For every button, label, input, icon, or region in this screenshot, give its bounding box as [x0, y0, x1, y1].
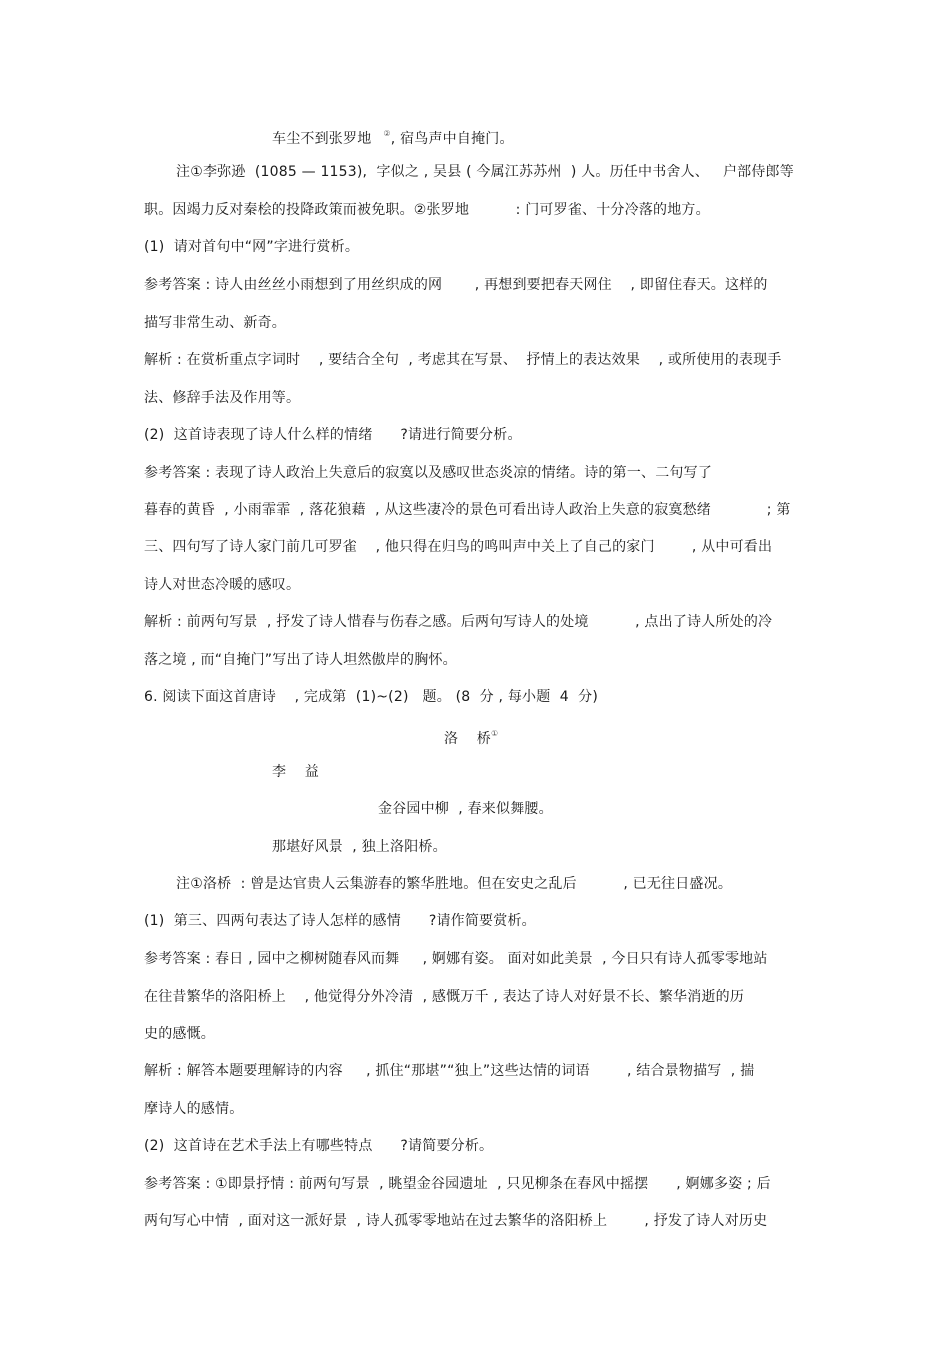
poem-author: 李 益: [272, 764, 320, 780]
question-6-2: (2) 这首诗在艺术手法上有哪些特点 ?请简要分析。: [144, 1138, 494, 1154]
analysis-1-line-1: 解析 : 在赏析重点字词时 , 要结合全句 , 考虑其在写景、 抒情上的表达效果 , 或所使用的表现手: [144, 352, 782, 368]
footnote-marker-1: ①: [491, 729, 499, 738]
answer-2-line-1: 参考答案 : 表现了诗人政治上失意后的寂寞以及感叹世态炎凉的情绪。诗的第一、二句写了: [144, 465, 713, 481]
poem-line-1-text: 车尘不到张罗地: [272, 131, 372, 147]
note-luoqiao: 注①洛桥 : 曾是达官贵人云集游春的繁华胜地。但在安史之乱后 , 已无往日盛况。: [176, 876, 733, 892]
question-1: (1) 请对首句中“网”字进行赏析。: [144, 239, 360, 255]
analysis-2-line-2: 落之境 , 而“自掩门”写出了诗人坦然傲岸的胸怀。: [144, 652, 457, 668]
note-line-1: 注①李弥逊 (1085 — 1153), 字似之 , 吴县 ( 今属江苏苏州 ) 人。历任中书舍人、 户部侍郎等: [176, 164, 794, 180]
poem-line-a: 金谷园中柳 , 春来似舞腰。: [378, 801, 553, 817]
answer-1-line-1: 参考答案 : 诗人由丝丝小雨想到了用丝织成的网 , 再想到要把春天网住 , 即留住春天。这样的: [144, 277, 768, 293]
answer-1-line-2: 描写非常生动、新奇。: [144, 315, 286, 331]
answer-6-2-line-2: 两句写心中情 , 面对这一派好景 , 诗人孤零零地站在过去繁华的洛阳桥上 , 抒发了诗人对历史: [144, 1213, 768, 1229]
footnote-marker-2: ②: [383, 129, 391, 138]
analysis-2-line-1: 解析 : 前两句写景 , 抒发了诗人惜春与伤春之感。后两句写诗人的处境 , 点出了诗人所处的冷: [144, 614, 773, 630]
answer-6-1-line-2: 在往昔繁华的洛阳桥上 , 他觉得分外冷清 , 感慨万千 , 表达了诗人对好景不长、繁华消逝的历: [144, 989, 745, 1005]
answer-6-1-line-1: 参考答案 : 春日 , 园中之柳树随春风而舞 , 婀娜有姿。 面对如此美景 , 今日只有诗人孤零零地站: [144, 951, 768, 967]
answer-2-line-3: 三、四句写了诗人家门前几可罗雀 , 他只得在归鸟的鸣叫声中关上了自己的家门 , 从中可看出: [144, 539, 773, 555]
note-line-2: 职。因竭力反对秦桧的投降政策而被免职。②张罗地 : 门可罗雀、十分冷落的地方。: [144, 202, 710, 218]
analysis-6-1-line-2: 摩诗人的感情。: [144, 1101, 244, 1117]
poem-line-1-tail: , 宿鸟声中自掩门。: [390, 131, 514, 147]
question-2: (2) 这首诗表现了诗人什么样的情绪 ?请进行简要分析。: [144, 427, 522, 443]
question-6-1: (1) 第三、四两句表达了诗人怎样的感情 ?请作简要赏析。: [144, 913, 536, 929]
answer-2-line-2: 暮春的黄昏 , 小雨霏霏 , 落花狼藉 , 从这些凄冷的景色可看出诗人政治上失意的寂寞愁绪 ; 第: [144, 502, 791, 518]
answer-2-line-4: 诗人对世态冷暖的感叹。: [144, 577, 301, 593]
poem-title-text: 洛 桥: [444, 731, 492, 747]
question-6-heading: 6. 阅读下面这首唐诗 , 完成第 (1)~(2) 题。 (8 分 , 每小题 4 分): [144, 689, 598, 705]
answer-6-2-line-1: 参考答案 : ①即景抒情 : 前两句写景 , 眺望金谷园遗址 , 只见柳条在春风中摇摆 , 婀娜多姿 ; 后: [144, 1176, 771, 1192]
poem-line-b: 那堪好风景 , 独上洛阳桥。: [272, 839, 447, 855]
answer-6-1-line-3: 史的感慨。: [144, 1026, 215, 1042]
poem-line-1: [272, 124, 514, 149]
analysis-6-1-line-1: 解析 : 解答本题要理解诗的内容 , 抓住“那堪”“独上”这些达情的词语 , 结合景物描写 , 揣: [144, 1063, 755, 1079]
analysis-1-line-2: 法、修辞手法及作用等。: [144, 390, 301, 406]
poem-title: [444, 724, 498, 749]
